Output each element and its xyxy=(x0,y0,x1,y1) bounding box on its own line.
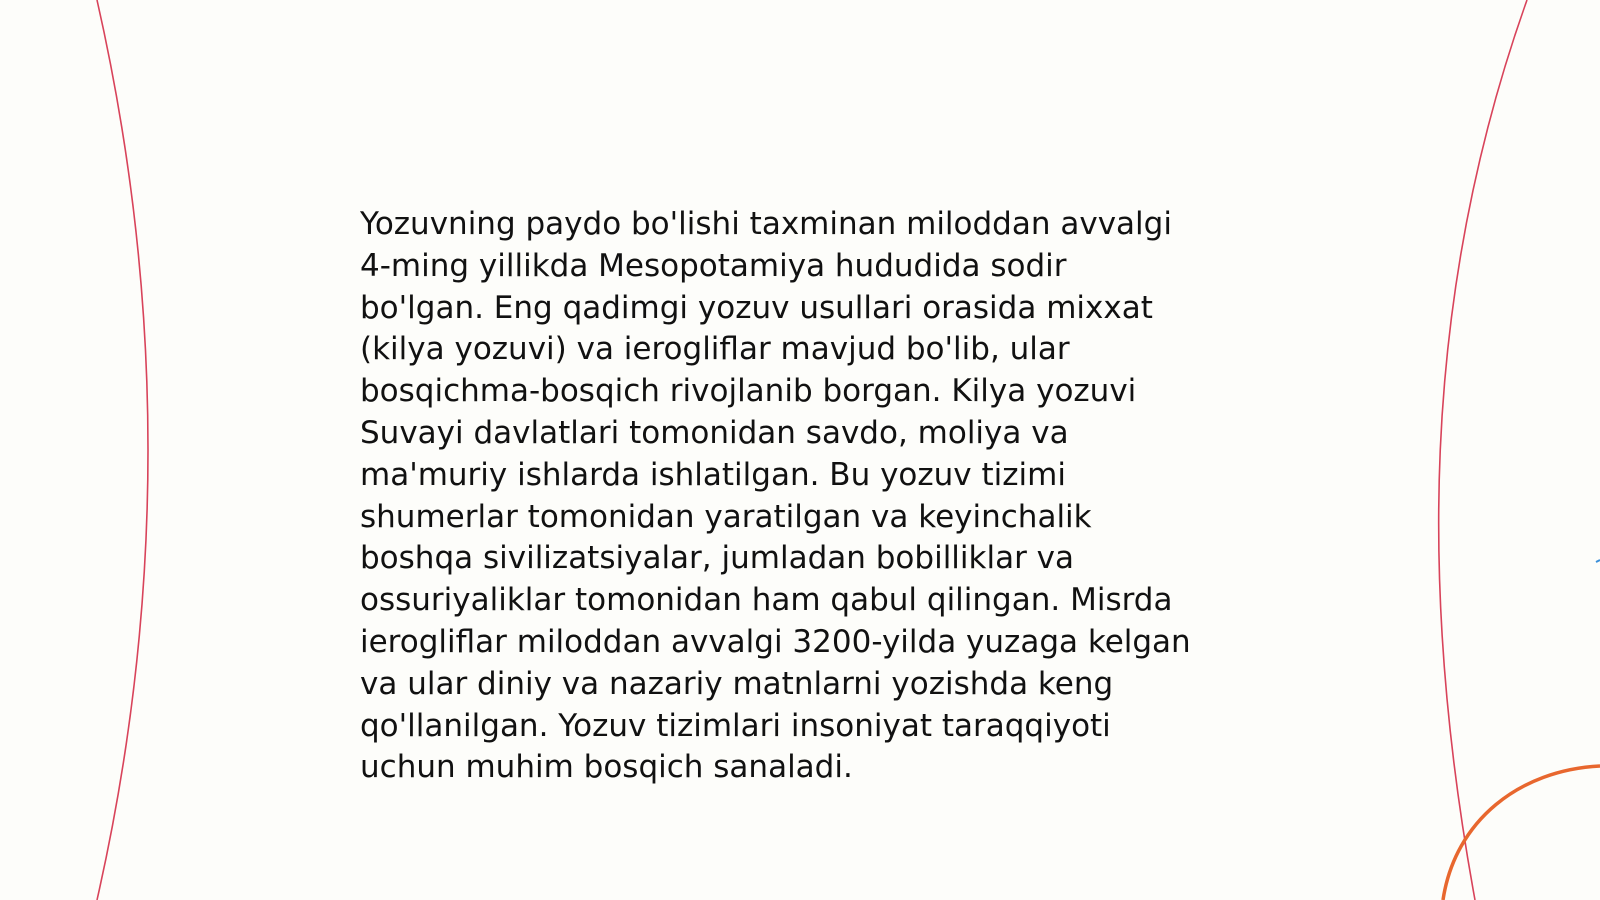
right-curve-line xyxy=(1439,0,1527,900)
paragraph-line: shumerlar tomonidan yaratilgan va keyinchalik xyxy=(360,498,1092,535)
paragraph-line: ossuriyaliklar tomonidan ham qabul qilingan. Misrda xyxy=(360,582,1173,619)
paragraph-line: Yozuvning paydo bo'lishi taxminan miloddan avvalgi xyxy=(360,206,1172,242)
paragraph-line: bosqichma-bosqich rivojlanib borgan. Kilya yozuvi xyxy=(360,373,1137,410)
paragraph-line: (kilya yozuvi) va ierogliflar mavjud bo'lib, ular xyxy=(360,331,1070,368)
paragraph-line: Suvayi davlatlari tomonidan savdo, moliya va xyxy=(360,414,1069,451)
paragraph-line: bo'lgan. Eng qadimgi yozuv usullari orasida mixxat xyxy=(360,289,1153,326)
paragraph-line: ierogliflar miloddan avvalgi 3200-yilda yuzaga kelgan xyxy=(360,623,1191,660)
accent-arc xyxy=(1443,766,1600,900)
paragraph-line: boshqa sivilizatsiyalar, jumladan bobilliklar va xyxy=(360,540,1075,577)
body-paragraph xyxy=(360,204,1240,789)
paragraph-line: ma'muriy ishlarda ishlatilgan. Bu yozuv tizimi xyxy=(360,456,1066,493)
paragraph-line: qo'llanilgan. Yozuv tizimlari insoniyat taraqqiyoti xyxy=(360,707,1111,744)
left-curve-line xyxy=(97,0,148,900)
paragraph-line: 4-ming yillikda Mesopotamiya hududida sodir xyxy=(360,247,1067,284)
accent-tick xyxy=(1596,560,1600,562)
paragraph-line: uchun muhim bosqich sanaladi. xyxy=(360,749,853,786)
paragraph-line: va ular diniy va nazariy matnlarni yozishda keng xyxy=(360,665,1114,702)
